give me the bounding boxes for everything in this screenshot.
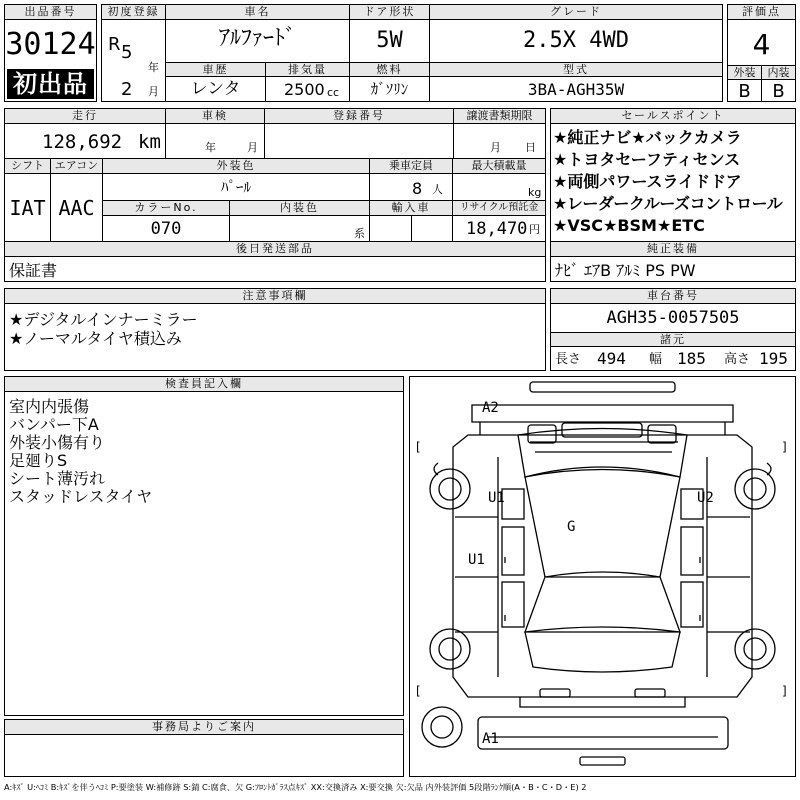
- load-unit: kg: [528, 186, 542, 199]
- grade-label: グレード: [430, 5, 722, 20]
- sales-point-item: ★VSC★BSM★ETC: [553, 216, 705, 235]
- interior-color-label: 内装色: [230, 201, 369, 216]
- mileage-unit: km: [138, 131, 161, 153]
- notes-box: [4, 288, 546, 371]
- color-label: 外装色: [103, 159, 369, 174]
- recycle-unit: 円: [529, 223, 540, 236]
- fuel-label: 燃料: [350, 63, 429, 77]
- damage-diagram-box: [409, 376, 796, 777]
- lot-number-box: [4, 4, 97, 102]
- transfer-month-unit: 月: [490, 141, 501, 154]
- inspector-item: バンパー下A: [9, 415, 99, 434]
- shift-label: シフト: [5, 159, 50, 174]
- office-box: [4, 719, 404, 777]
- damage-mark-u1-front: U1: [488, 490, 505, 506]
- inspector-item: 室内内張傷: [9, 397, 90, 416]
- legend-text: A:ｷｽﾞ U:ﾍｺﾐ B:ｷｽﾞを伴うﾍｺﾐ P:要塗装 W:補修跡 S:錆 C:腐食、欠 G:ﾌﾛﾝﾄｶﾞﾗｽ点ｷｽﾞ XX:交換済み X:要交換 欠:欠品 内外装評価 5段階ﾗﾝｸ順(A・B・C・D・E) 2: [4, 782, 587, 792]
- displacement-unit: cc: [327, 86, 340, 99]
- car-name: ｱﾙﾌｧｰﾄﾞ: [218, 26, 296, 51]
- car-diagram: [410, 377, 795, 776]
- shift: IAT: [9, 196, 46, 220]
- inspection-year-unit: 年: [205, 141, 216, 154]
- sales-points-label: セールスポイント: [551, 109, 795, 124]
- dimensions-label: 諸元: [551, 333, 795, 347]
- later-parts-label: 後日発送部品: [5, 242, 545, 257]
- damage-mark-a1: A1: [482, 731, 499, 747]
- sales-point-item: ★両側パワースライドドア: [553, 172, 742, 191]
- damage-mark-u1-side: U1: [468, 552, 485, 568]
- chassis-label: 車台番号: [551, 289, 795, 304]
- reg-no-label: 登録番号: [265, 109, 453, 124]
- sales-point-item: ★レーダークルーズコントロール: [553, 194, 783, 213]
- width-value: 185: [677, 349, 706, 368]
- interior-color-suffix: 系: [354, 227, 365, 240]
- score-box: [727, 4, 796, 102]
- model-code-label: 型式: [430, 63, 722, 77]
- import-label: 輸入車: [370, 201, 452, 216]
- mileage-label: 走行: [5, 109, 165, 124]
- svg-text:]: ]: [782, 440, 787, 454]
- svg-text:[: [: [416, 440, 421, 454]
- inspector-item: 外装小傷有り: [9, 433, 106, 452]
- height-label: 高さ: [724, 352, 751, 367]
- fuel: ｶﾞｿﾘﾝ: [370, 80, 409, 98]
- color-no: 070: [150, 219, 182, 239]
- inspector-label: 検査員記入欄: [5, 377, 403, 392]
- standard-equipment-box: [550, 241, 796, 282]
- door-label: ドア形状: [350, 5, 429, 20]
- office-label: 事務局よりご案内: [5, 720, 403, 735]
- capacity-unit: 人: [432, 183, 443, 196]
- lot-number: 30124: [5, 27, 96, 62]
- capacity: 8: [412, 179, 423, 198]
- history-label: 車歴: [166, 63, 265, 77]
- recycle-amount: 18,470: [466, 219, 528, 239]
- ac-label: エアコン: [51, 159, 102, 174]
- chassis-box: [550, 288, 796, 371]
- inspector-box: [4, 376, 404, 716]
- exterior-grade: B: [738, 81, 751, 102]
- era-letter: R: [108, 34, 121, 55]
- chassis-number: AGH35-0057505: [606, 308, 740, 328]
- inspector-item: 足廻りS: [9, 451, 68, 470]
- lot-number-label: 出品番号: [5, 5, 96, 20]
- first-reg-year: 5: [121, 42, 133, 63]
- mileage: 128,692: [42, 131, 123, 153]
- inspection-label: 車検: [166, 109, 264, 124]
- interior-grade: B: [772, 81, 785, 102]
- color-no-label: カラーNo.: [103, 201, 229, 216]
- notes-item: ★デジタルインナーミラー: [9, 310, 198, 329]
- later-parts-value: 保証書: [9, 261, 58, 280]
- later-parts-box: [4, 241, 546, 282]
- score: 4: [752, 28, 771, 61]
- svg-text:[: [: [416, 684, 421, 698]
- first-listing-badge: 初出品: [7, 69, 94, 99]
- displacement-label: 排気量: [266, 63, 349, 77]
- history: レンタ: [190, 79, 241, 99]
- damage-mark-u2: U2: [697, 490, 714, 506]
- standard-equipment-label: 純正装備: [551, 242, 795, 257]
- year-unit: 年: [148, 61, 159, 74]
- door-type: 5W: [376, 28, 403, 53]
- notes-label: 注意事項欄: [5, 289, 545, 304]
- damage-mark-a2: A2: [482, 400, 499, 416]
- load-label: 最大積載量: [453, 159, 545, 174]
- grade: 2.5X 4WD: [523, 28, 629, 53]
- score-label: 評価点: [728, 5, 795, 20]
- svg-text:]: ]: [782, 684, 787, 698]
- model-code: 3BA-AGH35W: [527, 80, 625, 99]
- recycle-label: リサイクル預託金: [453, 201, 545, 216]
- exterior-color: ﾊﾟｰﾙ: [220, 178, 251, 196]
- length-label: 長さ: [555, 352, 582, 367]
- month-unit: 月: [148, 85, 159, 98]
- vehicle-details-box: [4, 108, 546, 242]
- displacement: 2500: [284, 80, 325, 99]
- transfer-day-unit: 日: [525, 141, 536, 154]
- width-label: 幅: [649, 352, 663, 367]
- inspector-item: シート薄汚れ: [9, 469, 106, 488]
- height-value: 195: [759, 349, 788, 368]
- sales-point-item: ★純正ナビ★バックカメラ: [553, 128, 742, 147]
- inspection-month-unit: 月: [247, 141, 258, 154]
- first-reg-label: 初度登録: [102, 5, 165, 20]
- inspector-item: スタッドレスタイヤ: [9, 487, 153, 506]
- transfer-label: 譲渡書類期限: [454, 109, 545, 124]
- standard-equipment-value: ﾅﾋﾞ ｴｱB ｱﾙﾐ PS PW: [555, 261, 696, 280]
- exterior-grade-label: 外装: [728, 66, 761, 80]
- length-value: 494: [597, 349, 626, 368]
- sales-point-item: ★トヨタセーフティセンス: [553, 150, 741, 169]
- ac: AAC: [58, 196, 95, 220]
- damage-mark-g: G: [567, 519, 576, 535]
- car-name-label: 車名: [166, 5, 349, 20]
- interior-grade-label: 内装: [762, 66, 795, 80]
- first-reg-month: 2: [121, 79, 133, 100]
- capacity-label: 乗車定員: [370, 159, 452, 174]
- notes-item: ★ノーマルタイヤ積込み: [9, 329, 182, 348]
